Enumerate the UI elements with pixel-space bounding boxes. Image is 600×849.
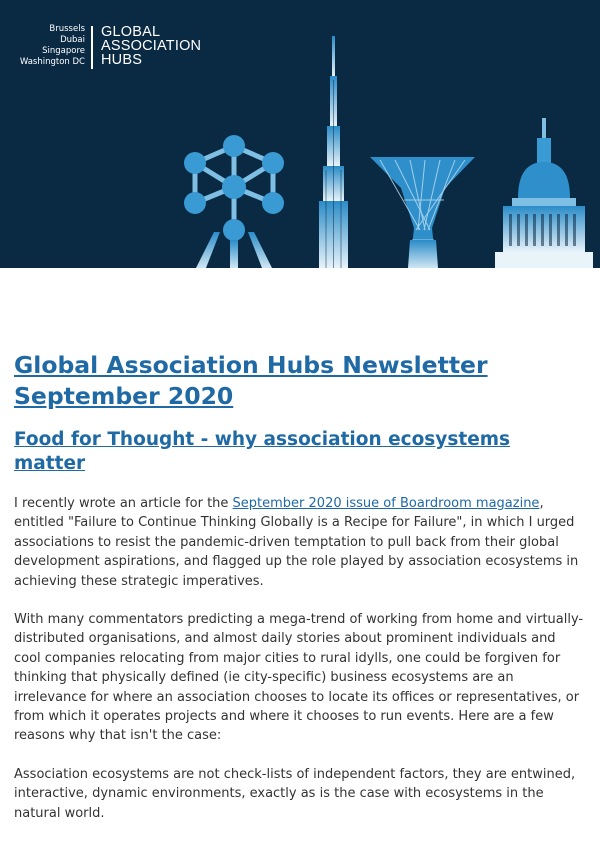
boardroom-magazine-link[interactable]: September 2020 issue of Boardroom magazine [232, 496, 540, 511]
atomium-landmark-icon [184, 135, 284, 268]
title-line-1: Global Association Hubs Newsletter [14, 351, 488, 379]
logo-brand-word: GLOBAL [101, 24, 161, 40]
title-line-2: September 2020 [14, 382, 234, 410]
article-heading [14, 428, 586, 476]
logo-city: Washington DC [19, 57, 85, 67]
newsletter-title-link[interactable] [14, 351, 488, 410]
city-skyline-illustration [0, 0, 600, 268]
logo-brand-word: ASSOCIATION [101, 38, 202, 54]
capitol-dome-landmark-icon [495, 118, 593, 268]
supertree-landmark-icon [370, 157, 475, 268]
paragraph-text: , entitled "Failure to Continue Thinking Globally is a Recipe for Failure", in which I urged associations to resist the pandemic-driven temptation to pull back from their global development aspirations, and flagged up the role played by association ecosystems in achieving these strategic imperatives. [14, 496, 579, 589]
article-paragraph-2: With many commentators predicting a mega-trend of working from home and virtually-distributed organisations, and almost daily stories about prominent individuals and cool companies relocating from major cities to rural idylls, one could be forgiven for thinking that physically defined (ie city-specific) business ecosystems are an irrelevance for where an association chooses to locate its offices or representatives, or from which it operates projects and where it chooses to run events. Here are a few reasons why that isn't the case: [14, 612, 584, 744]
article-heading-link[interactable]: Food for Thought - why association ecosystems matter [14, 429, 511, 474]
logo-city: Singapore [42, 46, 85, 56]
logo-brand-word: HUBS [101, 52, 143, 68]
article-paragraph-1 [14, 494, 586, 591]
logo-city: Brussels [49, 24, 85, 34]
article-paragraph-3: Association ecosystems are not check-lists of independent factors, they are entwined, interactive, dynamic environments, exactly as is the case with ecosystems in the natural world. [14, 766, 576, 821]
logo-city: Dubai [60, 35, 85, 45]
newsletter-body [0, 350, 600, 823]
newsletter-header-banner [0, 0, 600, 268]
paragraph-text: I recently wrote an article for the [14, 496, 233, 511]
newsletter-title [14, 350, 586, 412]
